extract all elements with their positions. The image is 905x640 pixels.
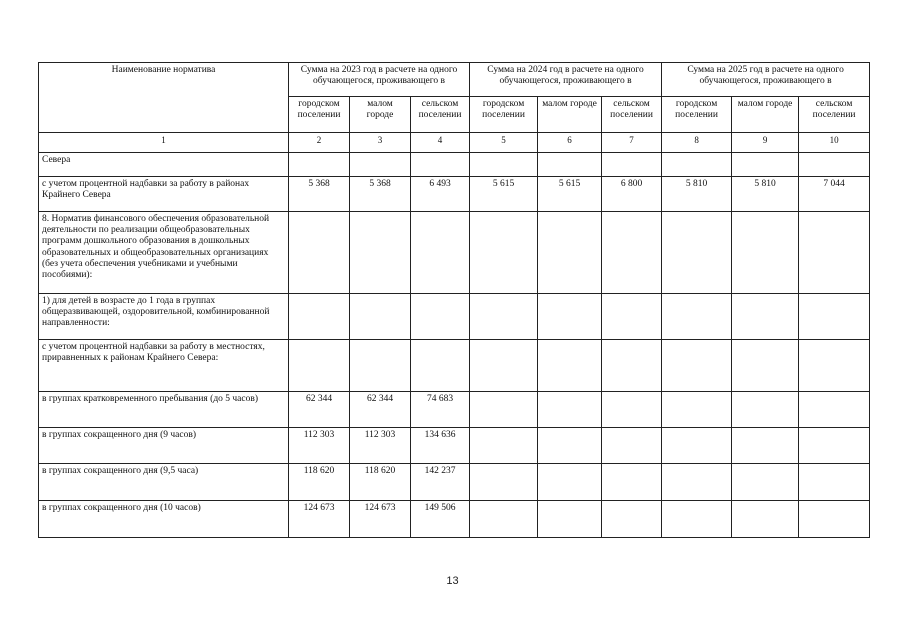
table-cell xyxy=(732,294,799,340)
column-number-row xyxy=(39,133,870,153)
header-urban-2025: городском поселении xyxy=(662,97,732,133)
page-number: 13 xyxy=(446,575,459,587)
table-cell: 74 683 xyxy=(411,392,470,428)
table-cell xyxy=(799,294,870,340)
table-cell xyxy=(538,340,602,392)
table-cell xyxy=(732,428,799,464)
table-cell xyxy=(470,153,538,177)
row-label: с учетом процентной надбавки за работу в местностях, приравненных к районам Крайнего Севера: xyxy=(39,340,289,392)
table-cell xyxy=(602,501,662,538)
table-row xyxy=(39,153,870,177)
table-cell xyxy=(602,153,662,177)
header-group-2023: Сумма на 2023 год в расчете на одного обучающегося, проживающего в xyxy=(289,63,470,97)
table-cell: 6 493 xyxy=(411,177,470,212)
table-cell: 6 800 xyxy=(602,177,662,212)
table-cell xyxy=(732,501,799,538)
header-rural-2025: сельском поселении xyxy=(799,97,870,133)
column-number: 8 xyxy=(662,133,732,153)
table-cell xyxy=(732,212,799,294)
row-label: в группах сокращенного дня (10 часов) xyxy=(39,501,289,538)
column-number: 6 xyxy=(538,133,602,153)
column-number: 10 xyxy=(799,133,870,153)
table-cell: 149 506 xyxy=(411,501,470,538)
table-row xyxy=(39,177,870,212)
table-cell xyxy=(799,392,870,428)
column-number: 7 xyxy=(602,133,662,153)
header-smalltown-2025: малом городе xyxy=(732,97,799,133)
table-cell xyxy=(538,212,602,294)
table-cell: 5 368 xyxy=(289,177,350,212)
table-cell xyxy=(470,212,538,294)
header-smalltown-2023: малом городе xyxy=(350,97,411,133)
table-cell: 118 620 xyxy=(289,464,350,501)
table-cell xyxy=(411,153,470,177)
header-row-groups xyxy=(39,63,870,97)
header-name-column: Наименование норматива xyxy=(39,63,289,133)
header-smalltown-2024: малом городе xyxy=(538,97,602,133)
table-cell xyxy=(411,212,470,294)
row-label: с учетом процентной надбавки за работу в районах Крайнего Севера xyxy=(39,177,289,212)
table-cell xyxy=(538,464,602,501)
table-cell xyxy=(662,340,732,392)
row-label: 8. Норматив финансового обеспечения образовательной деятельности по реализации общеобразовательных программ дошкольного образования в дошкольных образовательных и общеобразовательных организациях (без учета обеспечения учебниками и учебными пособиями): xyxy=(39,212,289,294)
table-row xyxy=(39,340,870,392)
table-cell xyxy=(350,212,411,294)
table-cell: 7 044 xyxy=(799,177,870,212)
header-rural-2023: сельском поселении xyxy=(411,97,470,133)
table-cell xyxy=(732,153,799,177)
row-label: 1) для детей в возрасте до 1 года в группах общеразвивающей, оздоровительной, комбинированной направленности: xyxy=(39,294,289,340)
table-cell xyxy=(411,340,470,392)
table-cell: 124 673 xyxy=(350,501,411,538)
table-cell xyxy=(732,340,799,392)
column-number: 4 xyxy=(411,133,470,153)
table-cell xyxy=(662,153,732,177)
table-cell xyxy=(602,428,662,464)
table-cell xyxy=(799,212,870,294)
table-cell xyxy=(470,428,538,464)
table-cell xyxy=(662,428,732,464)
table-cell xyxy=(538,392,602,428)
header-rural-2024: сельском поселении xyxy=(602,97,662,133)
table-cell xyxy=(602,464,662,501)
table-cell xyxy=(350,294,411,340)
table-row xyxy=(39,428,870,464)
table-cell xyxy=(662,212,732,294)
table-cell: 5 368 xyxy=(350,177,411,212)
table-cell xyxy=(411,294,470,340)
table-cell: 124 673 xyxy=(289,501,350,538)
table-cell xyxy=(470,392,538,428)
table-cell xyxy=(602,294,662,340)
table-cell xyxy=(350,340,411,392)
table-cell xyxy=(289,340,350,392)
table-cell xyxy=(538,153,602,177)
header-group-2025: Сумма на 2025 год в расчете на одного обучающегося, проживающего в xyxy=(662,63,870,97)
column-number: 9 xyxy=(732,133,799,153)
table-cell: 5 615 xyxy=(538,177,602,212)
table-cell xyxy=(799,153,870,177)
table-cell: 62 344 xyxy=(350,392,411,428)
header-urban-2024: городском поселении xyxy=(470,97,538,133)
table-cell xyxy=(602,340,662,392)
table-cell: 5 810 xyxy=(662,177,732,212)
table-cell: 142 237 xyxy=(411,464,470,501)
table-cell xyxy=(289,212,350,294)
norms-table xyxy=(38,62,870,538)
table-cell: 118 620 xyxy=(350,464,411,501)
table-cell: 112 303 xyxy=(350,428,411,464)
table-cell xyxy=(799,428,870,464)
table-cell xyxy=(470,340,538,392)
table-cell xyxy=(470,464,538,501)
column-number: 1 xyxy=(39,133,289,153)
table-row xyxy=(39,392,870,428)
table-cell xyxy=(350,153,411,177)
table-cell xyxy=(602,392,662,428)
column-number: 2 xyxy=(289,133,350,153)
table-row xyxy=(39,294,870,340)
table-cell xyxy=(538,294,602,340)
table-cell xyxy=(289,294,350,340)
row-label: Севера xyxy=(39,153,289,177)
table-cell xyxy=(289,153,350,177)
column-number: 3 xyxy=(350,133,411,153)
table-cell xyxy=(538,501,602,538)
table-cell xyxy=(470,501,538,538)
table-cell xyxy=(799,501,870,538)
table-cell xyxy=(662,392,732,428)
row-label: в группах сокращенного дня (9 часов) xyxy=(39,428,289,464)
table-cell xyxy=(602,212,662,294)
table-row xyxy=(39,464,870,501)
table-cell: 5 810 xyxy=(732,177,799,212)
table-row xyxy=(39,501,870,538)
row-label: в группах кратковременного пребывания (до 5 часов) xyxy=(39,392,289,428)
table-cell xyxy=(662,501,732,538)
table-cell: 62 344 xyxy=(289,392,350,428)
table-cell xyxy=(799,464,870,501)
table-cell xyxy=(662,294,732,340)
table-row xyxy=(39,212,870,294)
table-cell xyxy=(799,340,870,392)
column-number: 5 xyxy=(470,133,538,153)
table-cell: 5 615 xyxy=(470,177,538,212)
table-cell: 134 636 xyxy=(411,428,470,464)
table-cell xyxy=(470,294,538,340)
table-cell: 112 303 xyxy=(289,428,350,464)
table-cell xyxy=(662,464,732,501)
header-group-2024: Сумма на 2024 год в расчете на одного обучающегося, проживающего в xyxy=(470,63,662,97)
table-cell xyxy=(732,392,799,428)
row-label: в группах сокращенного дня (9,5 часа) xyxy=(39,464,289,501)
table-cell xyxy=(732,464,799,501)
table-cell xyxy=(538,428,602,464)
header-urban-2023: городском поселении xyxy=(289,97,350,133)
